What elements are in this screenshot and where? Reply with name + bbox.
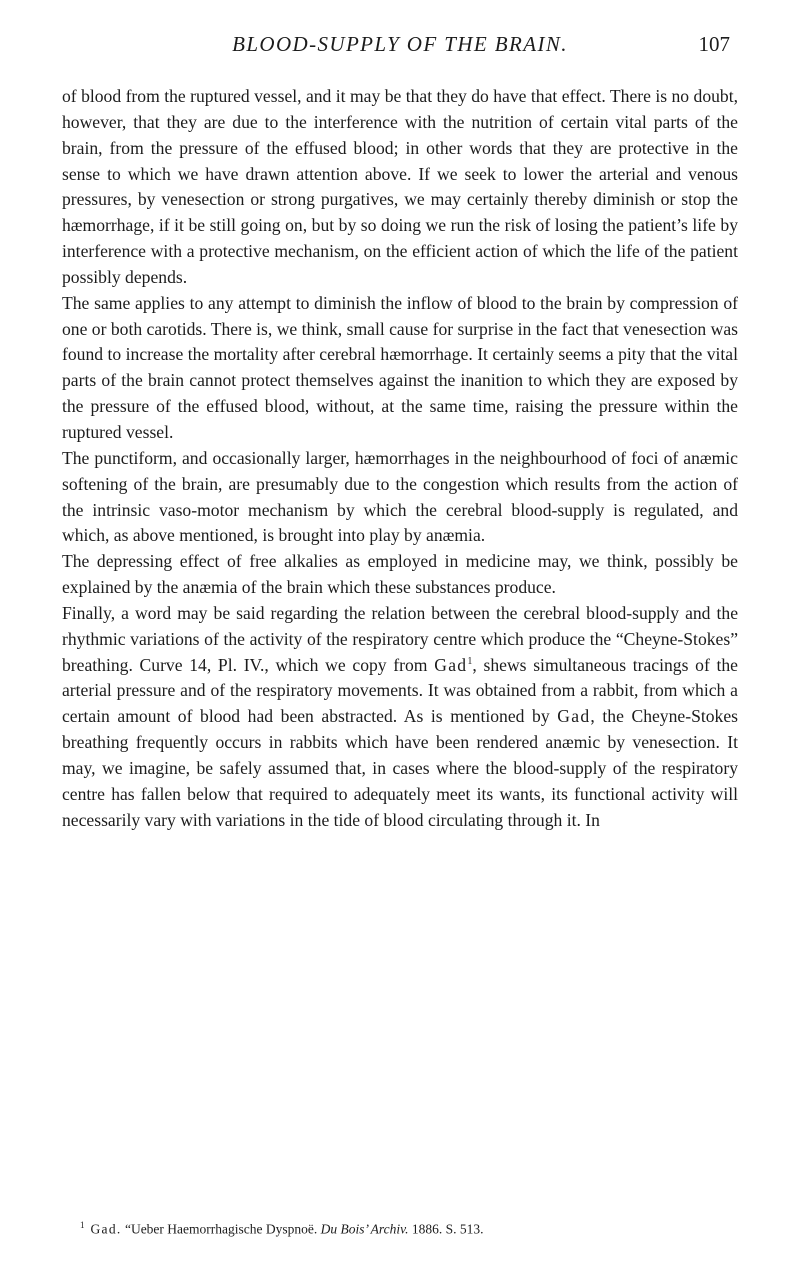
- paragraph-5: [62, 601, 738, 834]
- author-gad-2: Gad: [557, 706, 591, 727]
- paragraph-5-end: , the Cheyne-Stokes breathing frequently occurs in rabbits which have been rendered anæmic by venesection. It may, we imagine, be safely assumed that, in cases where the blood-supply of the respiratory centre has fallen below that required to adequately meet its wants, its functional activity will necessarily vary with variations in the tide of blood circulating through it. In: [62, 706, 738, 830]
- body-text: [62, 84, 738, 833]
- running-head: [62, 26, 738, 58]
- page-number: 107: [698, 32, 730, 56]
- footnote-marker: 1: [80, 1220, 85, 1230]
- footnote-citation: 1886. S. 513.: [411, 1221, 484, 1237]
- paragraph-5-middle: , shews simultaneous tracings of the arterial pressure and of the respiratory movements. It was obtained from a rabbit, from which a certain amount of blood had been abstracted. As is mentioned by: [62, 654, 738, 727]
- paragraph-1: of blood from the ruptured vessel, and it may be that they do have that effect. There is no doubt, however, that they are due to the interference with the nutrition of certain vital parts of the brain, from the pressure of the effused blood; in other words that they are protective in the sense to which we have drawn attention above. If we seek to lower the arterial and venous pressures, by venesection or strong purgatives, we may certainly thereby diminish or stop the hæmorrhage, if it be still going on, but by so doing we run the risk of losing the patient’s life by interference with a protective mechanism, on the efficient action of which the life of the patient possibly depends.: [62, 86, 738, 287]
- paragraph-3: The punctiform, and occasionally larger, hæmorrhages in the neighbourhood of foci of anæmic softening of the brain, are presumably due to the congestion which results from the action of the intrinsic vaso-motor mechanism by which the cerebral blood-supply is regulated, and which, as above mentioned, is brought into play by anæmia.: [62, 447, 738, 546]
- paragraph-2: The same applies to any attempt to diminish the inflow of blood to the brain by compression of one or both carotids. There is, we think, small cause for surprise in the fact that venesection was found to increase the mortality after cerebral hæmorrhage. It certainly seems a pity that the vital parts of the brain cannot protect themselves against the inanition to which they are exposed by the pressure of the effused blood, without, at the same time, raising the pressure within the ruptured vessel.: [62, 292, 738, 442]
- author-gad: Gad: [434, 654, 468, 675]
- footnote-journal: Du Bois’ Archiv.: [320, 1221, 409, 1237]
- footnote: [80, 1216, 740, 1239]
- running-title: BLOOD-SUPPLY OF THE BRAIN.: [232, 32, 568, 56]
- paragraph-5-lead: Finally, a word may be said regarding the relation between the cerebral blood-supply and the rhythmic variations of the activity of the respiratory centre which produce the “Cheyne-Stokes” breathing. Curve 14, Pl. IV., which we copy from: [62, 602, 738, 675]
- footnote-title: “Ueber Haemorrhagische Dyspnoë.: [124, 1221, 318, 1237]
- footnote-author: Gad.: [90, 1221, 122, 1237]
- footnote-reference[interactable]: 1: [467, 655, 473, 667]
- paragraph-4: The depressing effect of free alkalies as employed in medicine may, we think, possibly be explained by the anæmia of the brain which these substances produce.: [62, 551, 738, 598]
